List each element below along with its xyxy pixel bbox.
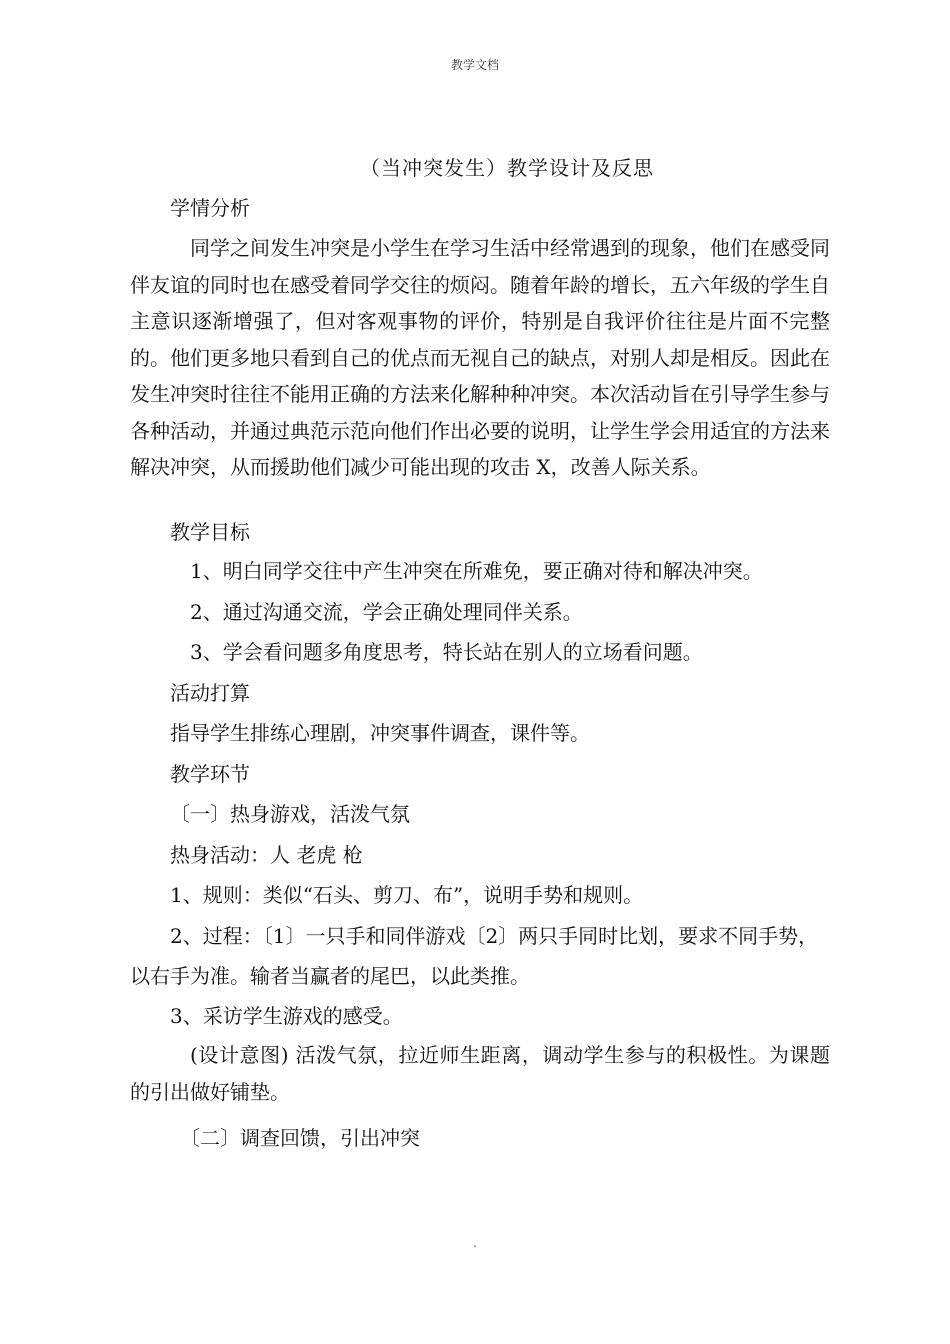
plan-heading: 活动打算 xyxy=(170,681,250,705)
process-line-1: 2、过程：〔1〕一只手和同伴游戏〔2〕两只手同时比划，要求不同手势， xyxy=(170,924,819,948)
goal-item-1: 1、明白同学交往中产生冲突在所难免，要正确对待和解决冲突。 xyxy=(190,559,763,583)
interview-line: 3、采访学生游戏的感受。 xyxy=(170,1004,403,1028)
goal-item-2: 2、通过沟通交流，学会正确处理同伴关系。 xyxy=(190,600,583,624)
intent-paragraph: (设计意图) 活泼气氛，拉近师生距离，调动学生参与的积极性。为课题的引出做好铺垫。 xyxy=(130,1043,830,1104)
goal-item-3: 3、学会看问题多角度思考，特长站在别人的立场看问题。 xyxy=(190,640,703,664)
document-title: （当冲突发生）教学设计及反思 xyxy=(360,156,654,180)
step1-heading: 〔一〕热身游戏，活泼气氛 xyxy=(170,802,410,826)
plan-text: 指导学生排练心理剧，冲突事件调查，课件等。 xyxy=(170,721,590,745)
step2-heading: 〔二〕调查回馈，引出冲突 xyxy=(180,1126,420,1150)
rule-line: 1、规则：类似“石头、剪刀、布”，说明手势和规则。 xyxy=(170,883,644,907)
process-line-2: 以右手为准。输者当赢者的尾巴，以此类推。 xyxy=(130,964,530,988)
warmup-line: 热身活动：人 老虎 枪 xyxy=(170,843,363,867)
steps-heading: 教学环节 xyxy=(170,762,250,786)
goals-heading: 教学目标 xyxy=(170,520,250,544)
footer-mark: . xyxy=(473,1236,477,1250)
analysis-paragraph: 同学之间发生冲突是小学生在学习生活中经常遇到的现象，他们在感受同伴友谊的同时也在感受着同学交往的烦闷。随着年龄的增长，五六年级的学生自主意识逐渐增强了，但对客观事物的评价，特别是自我评价往往是片面不完整的。他们更多地只看到自己的优点而无视自己的缺点，对别人却是相反。因此在发生冲突时往往不能用正确的方法来化解种种冲突。本次活动旨在引导学生参与各种活动，并通过典范示范向他们作出必要的说明，让学生学会用适宜的方法来解决冲突，从而援助他们减少可能出现的攻击 X，改善人际关系。 xyxy=(130,236,830,479)
page-header: 教学文档 xyxy=(450,58,499,72)
analysis-heading: 学情分析 xyxy=(170,196,250,220)
